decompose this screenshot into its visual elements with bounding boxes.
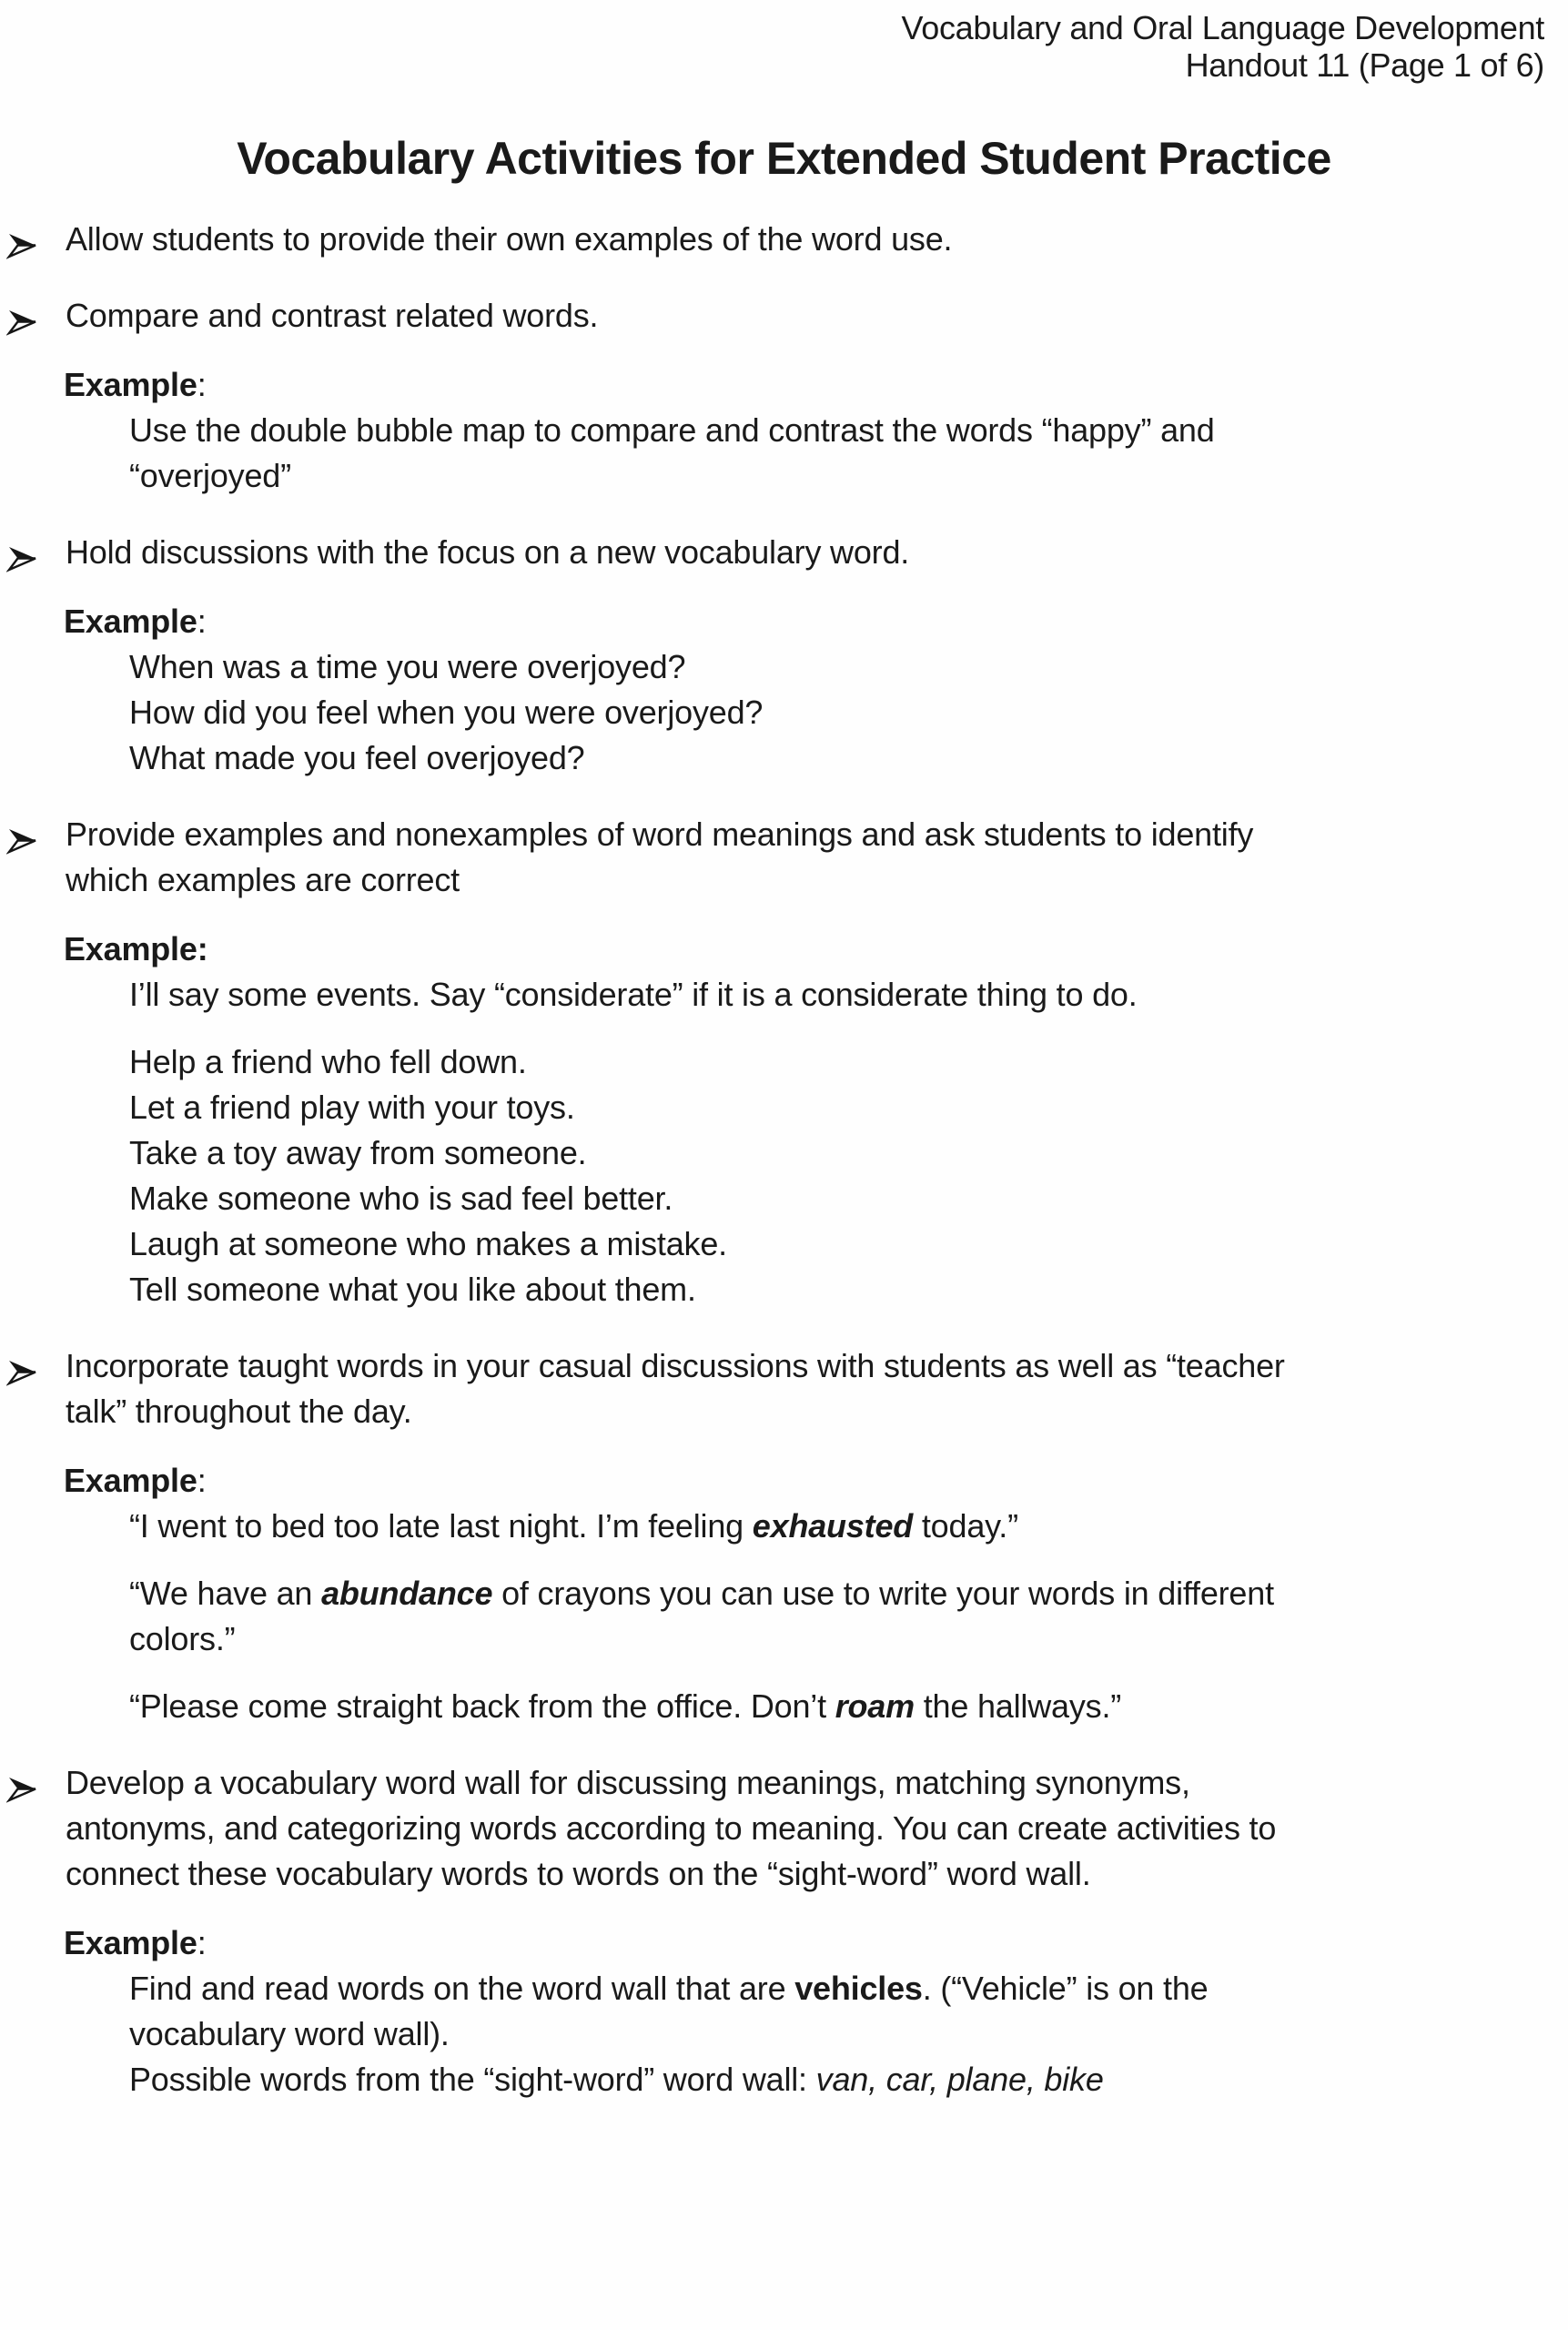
example-label-word: Example — [64, 1462, 197, 1499]
bullet-line — [66, 530, 1568, 575]
text-run: Hold discussions with the focus on a new vocabulary word. — [66, 533, 910, 571]
example-line — [129, 1966, 1568, 2011]
text-run: vehicles — [794, 1970, 923, 2007]
text-run: talk” throughout the day. — [66, 1393, 412, 1430]
example-line — [129, 1221, 1568, 1267]
example-line — [129, 1176, 1568, 1221]
example-line — [129, 1085, 1568, 1130]
example-label — [64, 1920, 1568, 1966]
example-line — [129, 735, 1568, 781]
bullet-text — [66, 217, 1568, 262]
example-body — [129, 1039, 1568, 1312]
text-run: “Please come straight back from the office. Don’t — [129, 1687, 835, 1725]
arrowhead-bullet-icon — [6, 1769, 38, 1798]
bullet-line — [66, 1389, 1568, 1434]
header-line-1: Vocabulary and Oral Language Development — [901, 9, 1544, 46]
example-body — [129, 644, 1568, 781]
text-run: Use the double bubble map to compare and contrast the words “happy” and — [129, 411, 1215, 449]
example-line — [129, 1039, 1568, 1085]
example-label — [64, 927, 1568, 972]
text-run: vocabulary word wall). — [129, 2015, 450, 2052]
bullet-line — [66, 1806, 1568, 1851]
bullet-item — [0, 217, 1568, 262]
text-run: colors.” — [129, 1620, 236, 1657]
example-line — [129, 1684, 1568, 1729]
example-line — [129, 1130, 1568, 1176]
text-run: Provide examples and nonexamples of word meanings and ask students to identify — [66, 816, 1254, 853]
example-label — [64, 599, 1568, 644]
text-run: “We have an — [129, 1575, 322, 1612]
text-run: the hallways.” — [914, 1687, 1122, 1725]
example-line — [129, 453, 1568, 499]
text-run: Make someone who is sad feel better. — [129, 1180, 673, 1217]
arrowhead-bullet-icon — [6, 226, 38, 254]
bullet-text — [66, 812, 1568, 903]
bullet-line — [66, 1343, 1568, 1389]
text-run: When was a time you were overjoyed? — [129, 648, 686, 685]
example-label-word: Example — [64, 1924, 197, 1961]
example-body — [129, 1571, 1568, 1662]
bullet-text — [66, 293, 1568, 339]
example-line — [129, 408, 1568, 453]
example-label-colon: : — [197, 603, 207, 640]
example-label-colon: : — [197, 930, 208, 967]
example-line — [129, 1267, 1568, 1312]
text-run: van, car, plane, bike — [815, 2061, 1104, 2098]
example-body — [129, 1684, 1568, 1729]
text-run: abundance — [321, 1575, 493, 1612]
text-run: connect these vocabulary words to words on the “sight-word” word wall. — [66, 1855, 1091, 1892]
example-label — [64, 362, 1568, 408]
text-run: exhausted — [752, 1507, 914, 1545]
text-run: . (“Vehicle” is on the — [922, 1970, 1209, 2007]
example-label-colon: : — [197, 366, 207, 403]
bullet-item — [0, 1760, 1568, 1897]
text-run: I’ll say some events. Say “considerate” if it is a considerate thing to do. — [129, 976, 1138, 1013]
example-line — [129, 1504, 1568, 1549]
text-run: Possible words from the “sight-word” word wall: — [129, 2061, 816, 2098]
bullet-text — [66, 1760, 1568, 1897]
bullet-item — [0, 812, 1568, 903]
page-header — [0, 9, 1568, 84]
bullet-line — [66, 293, 1568, 339]
text-run: How did you feel when you were overjoyed? — [129, 694, 764, 731]
example-line — [129, 1571, 1568, 1616]
text-run: Let a friend play with your toys. — [129, 1089, 575, 1126]
example-line — [129, 2011, 1568, 2057]
text-run: Tell someone what you like about them. — [129, 1271, 696, 1308]
text-run: Incorporate taught words in your casual discussions with students as well as “teacher — [66, 1347, 1285, 1384]
bullet-line — [66, 217, 1568, 262]
example-label-word: Example — [64, 603, 197, 640]
text-run: roam — [835, 1687, 915, 1725]
example-body — [129, 1966, 1568, 2102]
example-line — [129, 972, 1568, 1018]
text-run: today.” — [913, 1507, 1018, 1545]
bullet-line — [66, 1851, 1568, 1897]
text-run: which examples are correct — [66, 861, 460, 898]
bullet-item — [0, 1343, 1568, 1434]
bullet-line — [66, 1760, 1568, 1806]
example-line — [129, 1616, 1568, 1662]
bullet-text — [66, 530, 1568, 575]
example-label-word: Example — [64, 930, 197, 967]
example-line — [129, 644, 1568, 690]
example-body — [129, 408, 1568, 499]
text-run: Take a toy away from someone. — [129, 1134, 587, 1171]
text-run: of crayons you can use to write your words in different — [492, 1575, 1274, 1612]
example-label-colon: : — [197, 1462, 207, 1499]
arrowhead-bullet-icon — [6, 1352, 38, 1381]
text-run: Compare and contrast related words. — [66, 297, 599, 334]
arrowhead-bullet-icon — [6, 821, 38, 849]
header-line-2: Handout 11 (Page 1 of 6) — [1185, 46, 1544, 84]
example-body — [129, 972, 1568, 1018]
bullet-item — [0, 293, 1568, 339]
arrowhead-bullet-icon — [6, 539, 38, 567]
example-label-colon: : — [197, 1924, 207, 1961]
bullet-item — [0, 530, 1568, 575]
example-line — [129, 690, 1568, 735]
bullet-line — [66, 857, 1568, 903]
text-run: Develop a vocabulary word wall for discussing meanings, matching synonyms, — [66, 1764, 1190, 1801]
example-label-word: Example — [64, 366, 197, 403]
document-body — [0, 217, 1568, 2102]
example-body — [129, 1504, 1568, 1549]
bullet-line — [66, 812, 1568, 857]
example-line — [129, 2057, 1568, 2102]
page-title: Vocabulary Activities for Extended Student Practice — [237, 133, 1331, 184]
text-run: “overjoyed” — [129, 457, 291, 494]
text-run: Help a friend who fell down. — [129, 1043, 527, 1080]
arrowhead-bullet-icon — [6, 302, 38, 330]
text-run: Laugh at someone who makes a mistake. — [129, 1225, 727, 1262]
text-run: antonyms, and categorizing words according to meaning. You can create activities to — [66, 1809, 1277, 1847]
text-run: What made you feel overjoyed? — [129, 739, 585, 776]
text-run: “I went to bed too late last night. I’m feeling — [129, 1507, 753, 1545]
bullet-text — [66, 1343, 1568, 1434]
text-run: Allow students to provide their own examples of the word use. — [66, 220, 953, 258]
text-run: Find and read words on the word wall that are — [129, 1970, 795, 2007]
example-label — [64, 1458, 1568, 1504]
